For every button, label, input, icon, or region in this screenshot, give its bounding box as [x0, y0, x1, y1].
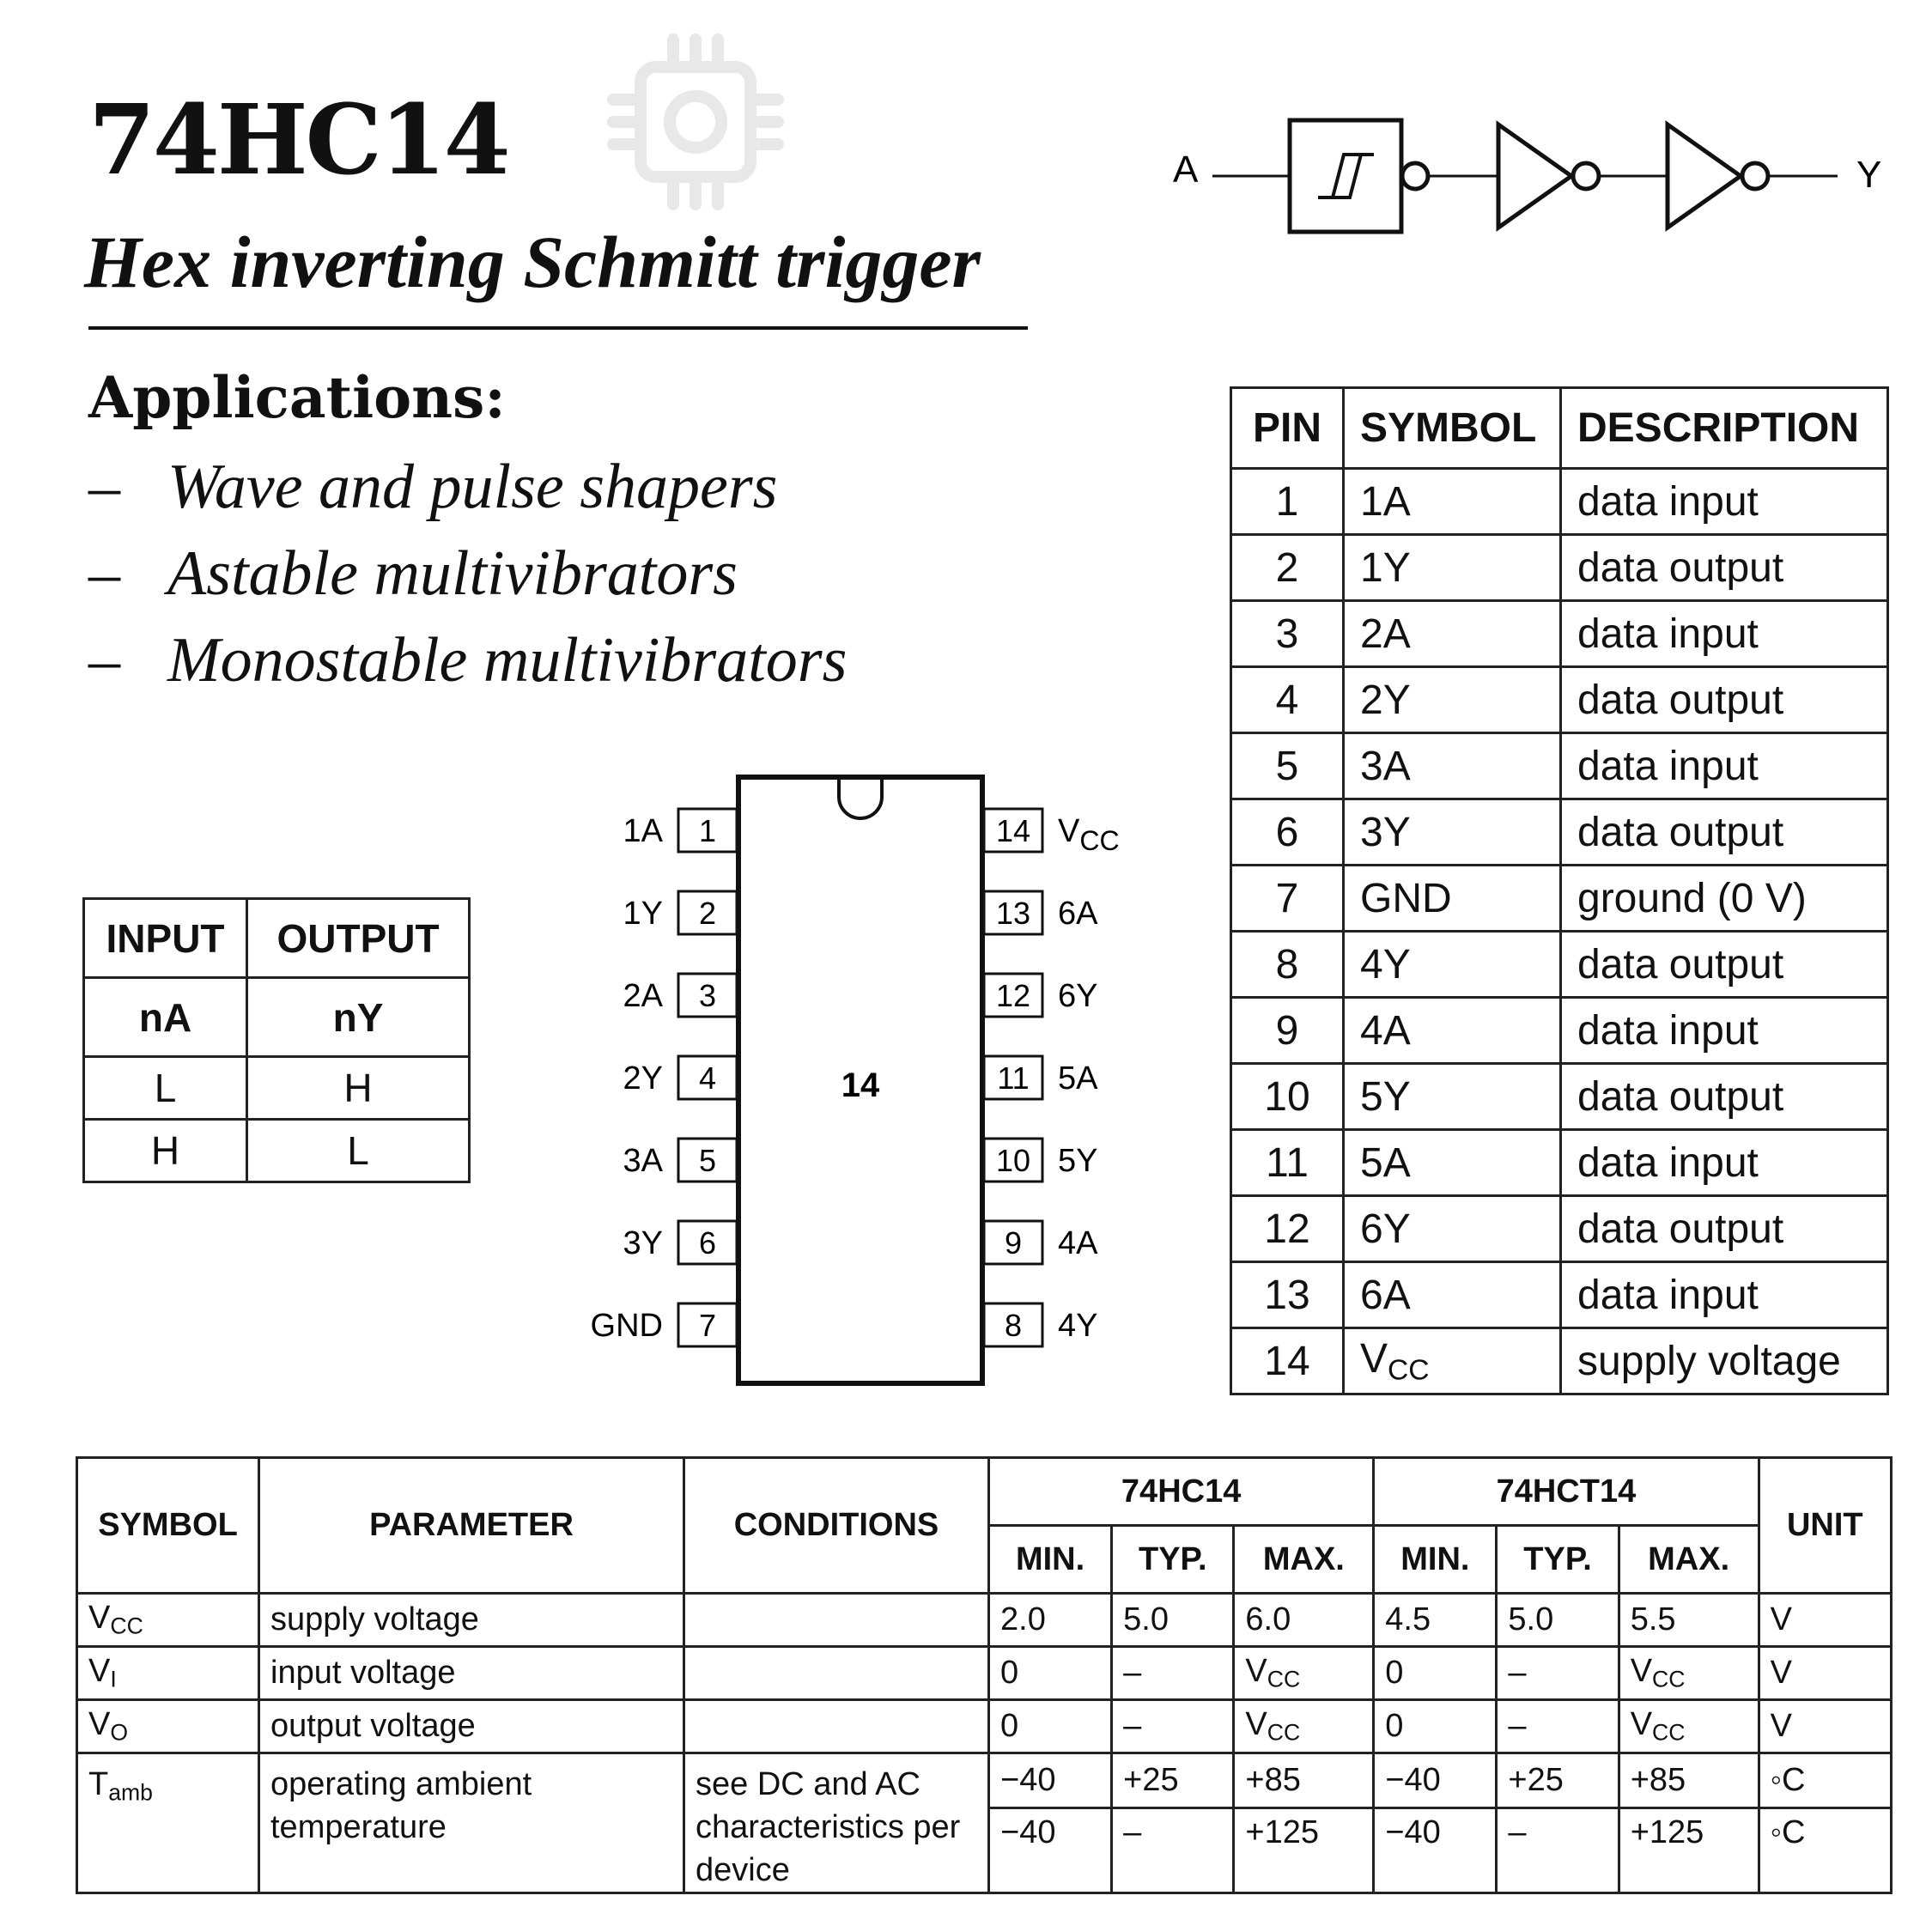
pin-number-cell: 9: [1231, 998, 1344, 1064]
pin-label: 2A: [623, 978, 663, 1014]
pin-label: 6A: [1058, 896, 1098, 932]
table-row: $V_{CC}$ supply voltage 2.0 5.0 6.0 4.5 5.0 5.5 V: [77, 1594, 1892, 1647]
table-row: −40 – +125 −40 – +125 ◦C: [77, 1807, 1892, 1893]
pin-label: 3A: [623, 1143, 663, 1179]
table-header-row: INPUT OUTPUT: [84, 899, 470, 978]
pin-description-cell: data output: [1561, 535, 1888, 601]
pin-number: 2: [698, 896, 717, 931]
pin-number-cell: 7: [1231, 866, 1344, 932]
pin-label: 4Y: [1058, 1308, 1098, 1344]
pin-number-cell: 8: [1231, 932, 1344, 998]
pin-label: 3Y: [623, 1225, 663, 1261]
pin-number: 11: [997, 1060, 1030, 1096]
table-row: [1231, 866, 1888, 932]
pin-symbol-cell: 4Y: [1344, 932, 1561, 998]
pin-number: 13: [995, 896, 1031, 931]
recommended-operating-conditions-table: [76, 1456, 1893, 1894]
pin-number-cell: 11: [1231, 1130, 1344, 1196]
pin-number: 14: [995, 813, 1031, 848]
pin-description-cell: data input: [1561, 469, 1888, 535]
table-row: $V_I$ input voltage 0 – $V_{CC}$ 0 – $V_{CC}$ V: [77, 1647, 1892, 1700]
pin-symbol-cell: 4A: [1344, 998, 1561, 1064]
pin-number: 3: [698, 978, 717, 1013]
table-row: [1231, 1196, 1888, 1262]
table-row: H L: [84, 1120, 470, 1182]
dip-package-diagram: [567, 756, 1151, 1408]
pin-description-cell: data input: [1561, 1130, 1888, 1196]
pin-description-table: [1230, 386, 1889, 1395]
pin-description-cell: ground (0 V): [1561, 866, 1888, 932]
pin-number: 6: [698, 1225, 717, 1261]
pin-label: 2Y: [623, 1060, 663, 1097]
hysteresis-icon: [1318, 155, 1374, 197]
table-subheader-row: MIN. TYP. MAX. MIN. TYP. MAX.: [77, 1526, 1892, 1594]
pin-symbol-cell: 2A: [1344, 601, 1561, 667]
pin-number: 1: [698, 813, 717, 848]
table-row: $V_O$ output voltage 0 – $V_{CC}$ 0 – $V_{CC}$ V: [77, 1700, 1892, 1753]
list-item: – Monostable multivibrators: [88, 625, 848, 696]
table-row: [1231, 1064, 1888, 1130]
table-row: [1231, 799, 1888, 866]
table-row: [1231, 1262, 1888, 1328]
pin-number-cell: 4: [1231, 667, 1344, 733]
table-row: [1231, 469, 1888, 535]
pin-symbol-cell: 6Y: [1344, 1196, 1561, 1262]
table-row: [1231, 535, 1888, 601]
pin-description-cell: data output: [1561, 799, 1888, 866]
pin-label: GND: [590, 1308, 663, 1344]
pin-number: 4: [698, 1060, 717, 1096]
pin-description-cell: data output: [1561, 1196, 1888, 1262]
pin-description-cell: data input: [1561, 601, 1888, 667]
table-row: [1231, 998, 1888, 1064]
pin-symbol-cell: GND: [1344, 866, 1561, 932]
pin-description-cell: data input: [1561, 998, 1888, 1064]
pin-symbol-cell: 5A: [1344, 1130, 1561, 1196]
pin-number-cell: 6: [1231, 799, 1344, 866]
table-header-row: SYMBOL PARAMETER CONDITIONS 74HC14 74HCT14 UNIT: [77, 1458, 1892, 1526]
pin-symbol-cell: 5Y: [1344, 1064, 1561, 1130]
pin-description-cell: data input: [1561, 1262, 1888, 1328]
pin-label: 1A: [623, 813, 663, 849]
applications-heading: Applications:: [88, 364, 506, 431]
pin-number: 5: [698, 1143, 717, 1178]
package-center-label: 14: [841, 1066, 880, 1104]
list-item: – Astable multivibrators: [88, 538, 738, 609]
table-subheader-row: nA nY: [84, 978, 470, 1057]
pin-symbol-cell: 1A: [1344, 469, 1561, 535]
pin-number-cell: 5: [1231, 733, 1344, 799]
pin-number-cell: 12: [1231, 1196, 1344, 1262]
table-row: [1231, 1328, 1888, 1394]
logic-output-label: Y: [1856, 154, 1882, 196]
pin-number-cell: 2: [1231, 535, 1344, 601]
pin-label: 4A: [1058, 1225, 1098, 1261]
function-table: [82, 897, 471, 1183]
page-subtitle: Hex inverting Schmitt trigger: [84, 221, 981, 303]
pin-number-cell: 14: [1231, 1328, 1344, 1394]
pin-number: 10: [995, 1143, 1031, 1178]
pin-symbol-cell: 2Y: [1344, 667, 1561, 733]
page-title: 74HC14: [88, 84, 508, 197]
pin-number-cell: 3: [1231, 601, 1344, 667]
pin-symbol-cell: 3Y: [1344, 799, 1561, 866]
pin-number: 12: [995, 978, 1031, 1013]
pin-number: 9: [1004, 1225, 1023, 1261]
inverter-icon: [1668, 125, 1741, 228]
pin-symbol-cell: $V_{CC}$: [1344, 1328, 1561, 1394]
table-row: [1231, 601, 1888, 667]
title-divider: [88, 326, 1028, 330]
pin-label: 1Y: [623, 896, 663, 932]
pin-label: 5A: [1058, 1060, 1098, 1097]
table-row: L H: [84, 1057, 470, 1120]
pin-description-cell: data output: [1561, 667, 1888, 733]
pin-label: 5Y: [1058, 1143, 1098, 1179]
table-row: [1231, 932, 1888, 998]
pin-number-cell: 1: [1231, 469, 1344, 535]
table-row: $T_{amb}$ operating ambient temperature see DC and AC characteristics per device −40 +25 +85 −40 +25 +85 ◦C: [77, 1753, 1892, 1808]
table-row: [1231, 1130, 1888, 1196]
schmitt-trigger-box: [1290, 120, 1401, 232]
pin-description-cell: data output: [1561, 1064, 1888, 1130]
logic-symbol-diagram: [1151, 103, 1906, 249]
pin-symbol-cell: 1Y: [1344, 535, 1561, 601]
pin-number: 7: [698, 1308, 717, 1343]
pin-description-cell: data input: [1561, 733, 1888, 799]
pin-number-cell: 10: [1231, 1064, 1344, 1130]
pin-label: $V_{CC}$: [1058, 813, 1120, 856]
chip-icon: [606, 33, 785, 211]
table-row: [1231, 733, 1888, 799]
applications-list: [88, 448, 847, 708]
logic-input-label: A: [1173, 149, 1199, 191]
pin-description-cell: data output: [1561, 932, 1888, 998]
list-item: – Wave and pulse shapers: [88, 452, 778, 522]
pin-symbol-cell: 3A: [1344, 733, 1561, 799]
pin-symbol-cell: 6A: [1344, 1262, 1561, 1328]
inverter-icon: [1498, 125, 1571, 228]
table-row: [1231, 667, 1888, 733]
table-header-row: PIN SYMBOL DESCRIPTION: [1231, 388, 1888, 469]
pin-number-cell: 13: [1231, 1262, 1344, 1328]
pin-label: 6Y: [1058, 978, 1098, 1014]
pin-number: 8: [1004, 1308, 1023, 1343]
pin-description-cell: supply voltage: [1561, 1328, 1888, 1394]
